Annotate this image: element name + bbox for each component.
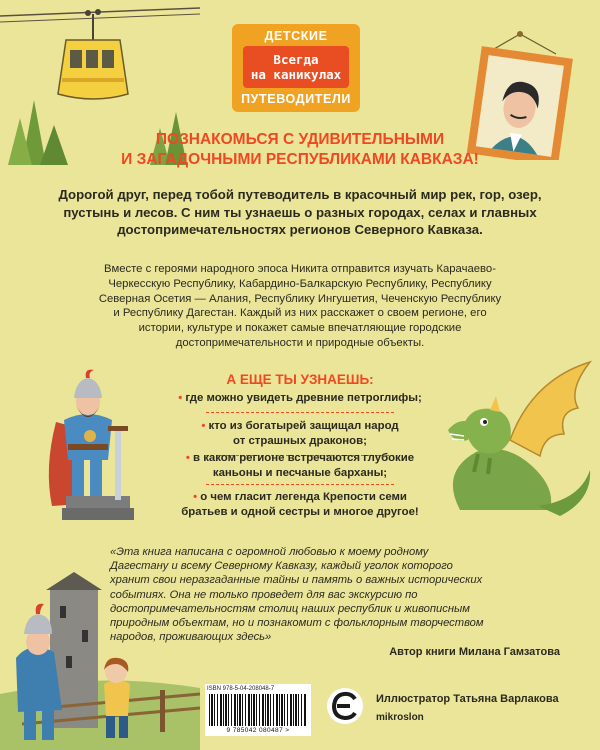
illustrator-credit: Иллюстратор Татьяна Варлакова (376, 693, 559, 705)
tower-characters-illustration (0, 560, 205, 750)
series-logo-title-line1: Всегда (273, 52, 319, 67)
quote-line5: достопримечательностям столиц наших республик и живописным (110, 602, 470, 615)
isbn-text: ISBN 978-5-04-208048-7 (207, 686, 275, 692)
intro-line2: пустынь и лесов. С ним ты узнаешь о разных городах, селах и главных (63, 204, 537, 220)
bullet-icon: • (201, 420, 206, 432)
description-line5: истории, культуре и покажет самые впечатляющие городские (138, 322, 462, 335)
learn-more-item (150, 391, 450, 406)
description-line2: Черкесскую Республику, Кабардино-Балкарскую Республику, Республику (108, 277, 492, 290)
intro-line1: Дорогой друг, перед тобой путеводитель в красочный мир рек, гор, озер, (58, 187, 542, 202)
barcode (205, 684, 311, 736)
learn-more-item (150, 451, 450, 480)
quote-line3: хранит свои неразгаданные тайны и память о важных исторических (110, 574, 483, 587)
dashed-divider (206, 484, 394, 485)
dashed-divider (206, 412, 394, 413)
page-heading (40, 130, 560, 170)
learn-more-item-text: в каком регионе встречаются глубокие (193, 452, 415, 464)
series-logo-title (243, 46, 349, 88)
quote-line7: народов, проживающих здесь» (110, 631, 272, 644)
quote-line2: Дагестану и всему Северному Кавказу, каждый уголок которого (110, 560, 453, 573)
series-logo-title-line2: на каникулах (250, 67, 342, 82)
learn-more-item-text: братьев и одной сестры и многое другое! (181, 505, 419, 518)
learn-more-item (150, 419, 450, 448)
description-line4: и Республику Дагестан. Каждый из них расскажет о своем регионе, его (113, 307, 487, 320)
description-line1: Вместе с героями народного эпоса Никита отправится изучать Карачаево- (104, 263, 496, 275)
learn-more-item-text: кто из богатырей защищал народ (208, 420, 399, 432)
bullet-icon: • (193, 491, 198, 503)
series-logo (232, 24, 360, 112)
description-paragraph (70, 262, 530, 351)
dragon-illustration (440, 360, 598, 520)
bullet-icon: • (178, 392, 183, 404)
barcode-bars (209, 694, 307, 726)
description-line3: Северная Осетия — Алания, Республику Ингушетия, Чеченскую Республику (98, 292, 502, 305)
quote-author: Автор книги Милана Гамзатова (389, 646, 560, 658)
learn-more-item-text: о чем гласит легенда Крепости семи (200, 491, 407, 503)
bullet-icon: • (185, 452, 190, 464)
barcode-number: 9 785042 080487 > (226, 727, 290, 734)
intro-line3: достопримечательностях регионов Северного Кавказа. (117, 222, 483, 237)
learn-more-item-text: где можно увидеть древние петроглифы; (185, 392, 422, 404)
knight-illustration (38, 368, 138, 520)
quote-line6: природным объектам, но и познакомит с фольклорным творчеством (110, 617, 484, 630)
page-heading-line2: И ЗАГАДОЧНЫМИ РЕСПУБЛИКАМИ КАВКАЗА! (121, 151, 479, 168)
learn-more-title: А ЕЩЕ ТЫ УЗНАЕШЬ: (226, 372, 374, 387)
learn-more-item-text: каньоны и песчаные барханы; (212, 466, 388, 479)
series-logo-top-label: ДЕТСКИЕ (264, 29, 328, 43)
series-logo-bottom-label: ПУТЕВОДИТЕЛИ (241, 92, 351, 106)
description-line6: достопримечательности и природные объекты. (175, 336, 425, 349)
learn-more-item-text: от страшных драконов; (233, 434, 367, 447)
quote-line4: событиях. Она не только проведет для вас экскурсию по (110, 588, 418, 601)
intro-paragraph (40, 186, 560, 239)
publisher-logo-icon (326, 686, 364, 726)
quote-line1: «Эта книга написана с огромной любовью к моему родному (110, 546, 429, 558)
learn-more-item (150, 490, 450, 519)
page-heading-line1: ПОЗНАКОМЬСЯ С УДИВИТЕЛЬНЫМИ (155, 131, 445, 148)
publisher-mark: mikroslon (376, 712, 424, 723)
